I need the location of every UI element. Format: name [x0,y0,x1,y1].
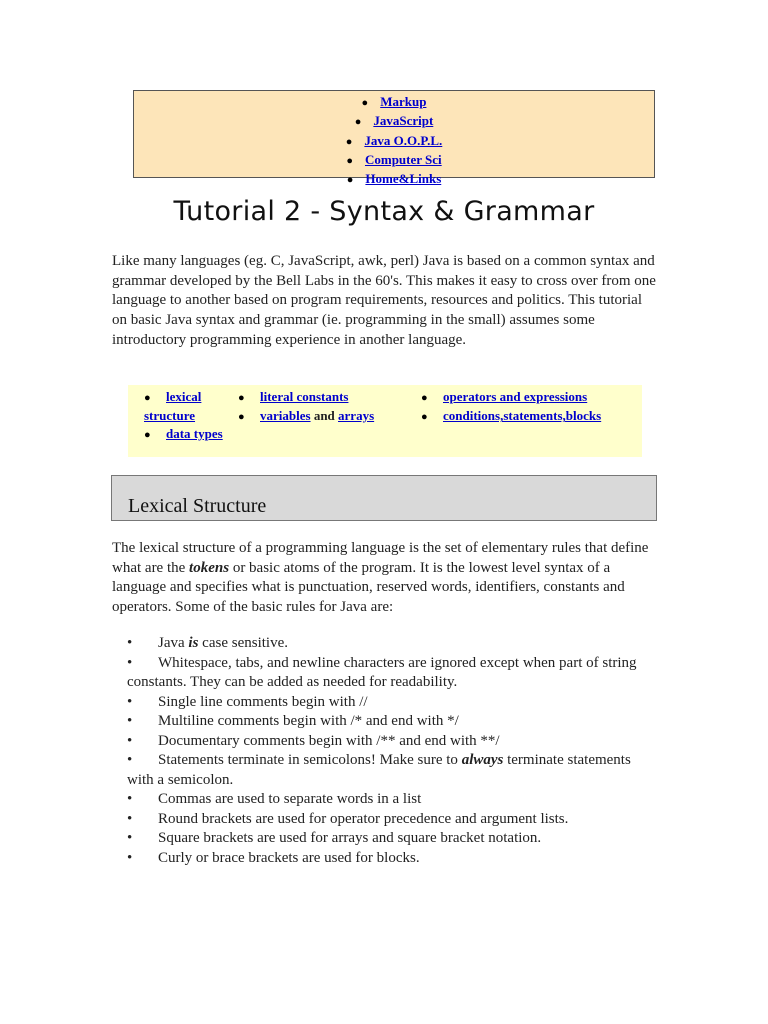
nav-list [134,91,654,189]
emphasis-text: tokens [189,559,230,576]
topic-link-operators[interactable]: operators and expressions [443,389,588,404]
topic-item [144,425,226,444]
rules-list [127,634,657,868]
topic-link-variables[interactable]: variables [260,408,311,424]
page-title: Tutorial 2 - Syntax & Grammar [173,196,595,227]
bullet-icon: • [127,732,133,749]
section-heading: Lexical Structure [128,495,267,517]
rule-text: Commas are used to separate words in a list [158,791,422,807]
rule-text: Java [158,635,189,651]
bullet-icon: ● [421,392,428,404]
topic-and-text: and [313,408,335,424]
rule-text: Single line comments begin with // [158,693,368,710]
bullet-icon: ● [238,411,245,424]
topics-table [128,385,642,457]
nav-link-java-oopl[interactable]: Java O.O.P.L. [364,132,443,148]
topic-link-conditions[interactable]: conditions,statements,blocks [443,408,602,424]
rule-text: Statements terminate in semicolons! Make sure to [158,752,462,768]
bullet-icon: • [127,713,133,729]
list-item [127,849,657,869]
topic-item [421,407,636,426]
topics-column [144,388,226,444]
bullet-icon: ● [144,428,151,441]
list-item [127,810,657,830]
nav-item [134,170,654,189]
list-item [127,634,657,654]
nav-item [134,151,654,170]
topic-link-arrays[interactable]: arrays [338,408,375,424]
topic-link-data-types[interactable]: data types [166,425,223,441]
emphasis-text: always [461,752,504,768]
bullet-icon: ● [345,135,353,148]
topic-link-literal-constants[interactable]: literal constants [260,389,349,404]
bullet-icon: • [127,830,133,846]
bullet-icon: • [127,849,133,866]
list-item [127,790,657,810]
bullet-icon: • [127,752,133,768]
rule-text: Round brackets are used for operator precedence and argument lists. [158,810,569,827]
nav-item [134,132,654,151]
bullet-icon: ● [421,411,428,424]
bullet-icon: ● [361,97,369,109]
rule-text: Curly or brace brackets are used for blocks. [158,849,420,866]
rule-text: case sensitive. [198,635,288,651]
nav-link-computer-sci[interactable]: Computer Sci [364,151,442,167]
bullet-icon: • [127,791,133,807]
nav-item [134,112,654,131]
bullet-icon: • [127,635,133,651]
list-item [127,712,657,732]
bullet-icon: ● [346,154,353,167]
bullet-icon: • [127,810,133,827]
list-item [127,751,657,790]
bullet-icon: ● [354,116,362,129]
topic-item [238,388,413,407]
nav-link-markup[interactable]: Markup [380,94,427,109]
topic-link-lexical-structure[interactable]: lexical structure [144,389,202,424]
bullet-icon: ● [144,392,151,404]
intro-paragraph: Like many languages (eg. C, JavaScript, awk, perl) Java is based on a common syntax and grammar developed by the Bell Labs in the 60's. This makes it easy to cross over from one language to another based on program requirements, resources and politics. This tutorial on basic Java syntax and grammar (ie. programming in the small) assumes some introductory programming experience in another language. [112,253,656,348]
bullet-icon: • [127,693,133,710]
rule-text: Multiline comments begin with /* and end with */ [158,713,459,729]
bullet-icon: ● [238,392,245,404]
list-item [127,654,657,693]
topic-item [238,407,413,426]
list-item [127,693,657,713]
list-item [127,732,657,752]
nav-link-javascript[interactable]: JavaScript [373,113,434,129]
section-header [111,475,657,521]
paragraph-text: The lexical structure of a programming language is the set of elementary rules that define what are the [112,540,649,576]
bullet-icon: ● [346,174,354,187]
top-navigation [133,90,655,187]
rule-text: Documentary comments begin with /** and end with **/ [158,732,500,749]
list-item [127,829,657,849]
rule-text: Whitespace, tabs, and newline characters are ignored except when part of string constants. They can be added as needed for readability. [127,654,637,690]
nav-item [134,93,654,112]
rule-text: Square brackets are used for arrays and square bracket notation. [158,830,542,846]
topic-item [421,388,636,407]
topic-item [144,388,226,425]
emphasis-text: is [188,635,199,651]
rule-text: terminate statements with a semicolon. [127,752,631,788]
paragraph-text: or basic atoms of the program. It is the lowest level syntax of a language and specifies what is punctuation, reserved words, identifiers, constants and operators. Some of the basic rules for Java are: [112,559,625,616]
topics-column [238,388,413,427]
bullet-icon: • [127,654,133,671]
topics-column [421,388,636,427]
nav-link-home-links[interactable]: Home&Links [365,171,442,187]
lexical-paragraph [112,539,657,618]
